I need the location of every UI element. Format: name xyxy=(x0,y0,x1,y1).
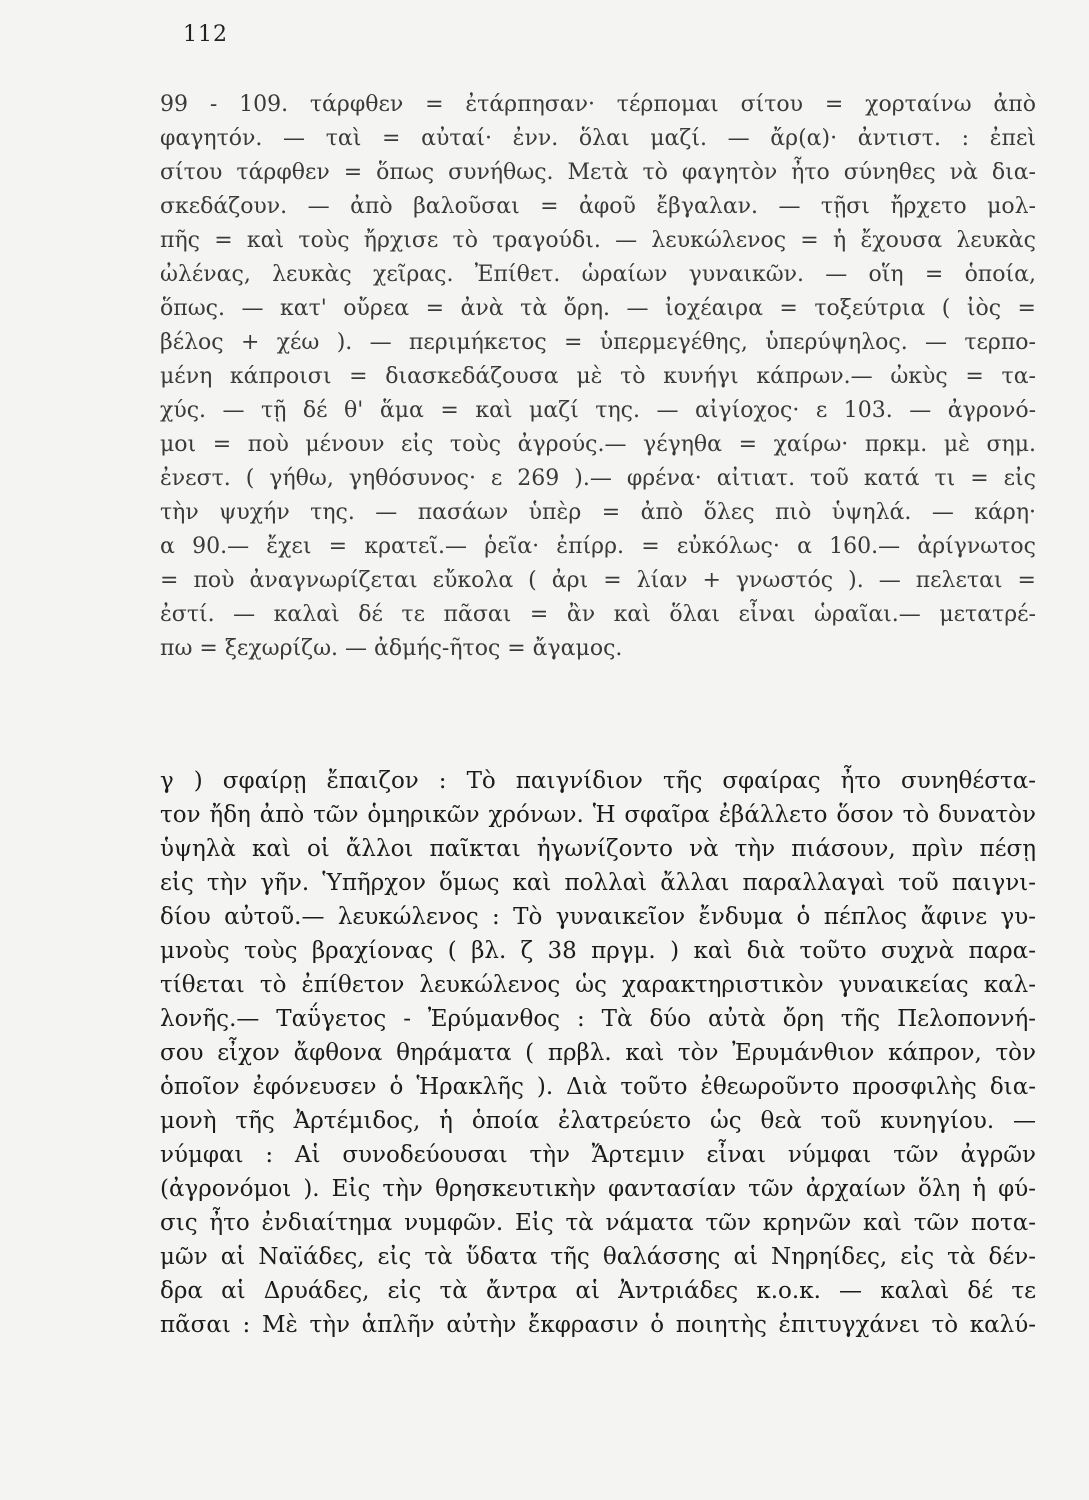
text-line: (ἀγρονόμοι ). Εἰς τὴν θρησκευτικὴν φαντασίαν τῶν ἀρχαίων ὅλη ἡ φύ- xyxy=(160,1176,1036,1202)
text-line: ὅπως. — κατ' οὔρεα = ἀνὰ τὰ ὄρη. — ἰοχέαιρα = τοξεύτρια ( ἰὸς = xyxy=(160,296,1036,321)
text-line: ὑψηλὰ καὶ οἱ ἄλλοι παῖκται ἠγωνίζοντο νὰ τὴν πιάσουν, πρὶν πέσῃ xyxy=(160,836,1036,862)
text-line: χύς. — τῇ δέ θ' ἅμα = καὶ μαζί της. — αἰγίοχος· ε 103. — ἀγρονό- xyxy=(160,398,1036,423)
text-line: = ποὺ ἀναγνωρίζεται εὔκολα ( ἀρι = λίαν + γνωστός ). — πελεται = xyxy=(160,568,1036,593)
text-line: ἐστί. — καλαὶ δέ τε πᾶσαι = ἂν καὶ ὅλαι εἶναι ὡραῖαι.— μετατρέ- xyxy=(160,602,1036,627)
page-number: 112 xyxy=(183,22,228,47)
text-line: μῶν αἱ Ναϊάδες, εἰς τὰ ὕδατα τῆς θαλάσσης αἱ Νηρηίδες, εἰς τὰ δέν- xyxy=(160,1244,1036,1270)
text-line: δίου αὐτοῦ.— λευκώλενος : Τὸ γυναικεῖον ἔνδυμα ὁ πέπλος ἄφινε γυ- xyxy=(160,904,1036,930)
text-line: νύμφαι : Αἱ συνοδεύουσαι τὴν Ἄρτεμιν εἶναι νύμφαι τῶν ἀγρῶν xyxy=(160,1142,1036,1168)
text-line: μοι = ποὺ μένουν εἰς τοὺς ἀγρούς.— γέγηθα = χαίρω· πρκμ. μὲ σημ. xyxy=(160,432,1036,457)
text-line: τὴν ψυχήν της. — πασάων ὑπὲρ = ἀπὸ ὅλες πιὸ ὑψηλά. — κάρη· xyxy=(160,500,1036,525)
text-line: ὁποῖον ἐφόνευσεν ὁ Ἡρακλῆς ). Διὰ τοῦτο ἐθεωροῦντο προσφιλὴς δια- xyxy=(160,1074,1036,1100)
text-line: πω = ξεχωρίζω. — ἀδμής-ῆτος = ἄγαμος. xyxy=(160,636,623,661)
text-line: μένη κάπροισι = διασκεδάζουσα μὲ τὸ κυνήγι κάπρων.— ὠκὺς = τα- xyxy=(160,364,1036,389)
text-line: μονὴ τῆς Ἀρτέμιδος, ἡ ὁποία ἐλατρεύετο ὡς θεὰ τοῦ κυνηγίου. — xyxy=(160,1108,1036,1134)
text-line: ὠλένας, λευκὰς χεῖρας. Ἐπίθετ. ὡραίων γυναικῶν. — οἵη = ὁποία, xyxy=(160,262,1036,287)
text-line: φαγητόν. — ταὶ = αὐταί· ἐνν. ὅλαι μαζί. — ἄρ(α)· ἀντιστ. : ἐπεὶ xyxy=(160,126,1036,151)
text-line: δρα αἱ Δρυάδες, εἰς τὰ ἄντρα αἱ Ἀντριάδες κ.ο.κ. — καλαὶ δέ τε xyxy=(160,1278,1036,1304)
text-line: εἰς τὴν γῆν. Ὑπῆρχον ὅμως καὶ πολλαὶ ἄλλαι παραλλαγαὶ τοῦ παιγνι- xyxy=(160,870,1036,896)
text-line: ἐνεστ. ( γήθω, γηθόσυνος· ε 269 ).— φρένα· αἰτιατ. τοῦ κατά τι = εἰς xyxy=(160,466,1036,491)
text-line: πῆς = καὶ τοὺς ἤρχισε τὸ τραγούδι. — λευκώλενος = ἡ ἔχουσα λευκὰς xyxy=(160,228,1036,253)
text-line: λονῆς.— Ταΰγετος - Ἐρύμανθος : Τὰ δύο αὐτὰ ὄρη τῆς Πελοποννή- xyxy=(160,1006,1036,1032)
text-line: 99 - 109. τάρφθεν = ἐτάρπησαν· τέρπομαι σίτου = χορταίνω ἀπὸ xyxy=(160,92,1036,117)
text-line: τίθεται τὸ ἐπίθετον λευκώλενος ὡς χαρακτηριστικὸν γυναικείας καλ- xyxy=(160,972,1036,998)
text-line: μνοὺς τοὺς βραχίονας ( βλ. ζ 38 πργμ. ) καὶ διὰ τοῦτο συχνὰ παρα- xyxy=(160,938,1036,964)
text-line: σου εἶχον ἄφθονα θηράματα ( πρβλ. καὶ τὸν Ἐρυμάνθιον κάπρον, τὸν xyxy=(160,1040,1036,1066)
text-line: τον ἤδη ἀπὸ τῶν ὁμηρικῶν χρόνων. Ἡ σφαῖρα ἐβάλλετο ὅσον τὸ δυνατὸν xyxy=(160,802,1036,828)
text-line: πᾶσαι : Μὲ τὴν ἁπλῆν αὐτὴν ἔκφρασιν ὁ ποιητὴς ἐπιτυγχάνει τὸ καλύ- xyxy=(160,1312,1036,1338)
text-line: βέλος + χέω ). — περιμήκετος = ὑπερμεγέθης, ὑπερύψηλος. — τερπο- xyxy=(160,330,1036,355)
text-line: σίτου τάρφθεν = ὅπως συνήθως. Μετὰ τὸ φαγητὸν ἦτο σύνηθες νὰ δια- xyxy=(160,160,1036,185)
text-line: γ ) σφαίρῃ ἔπαιζον : Τὸ παιγνίδιον τῆς σφαίρας ἦτο συνηθέστα- xyxy=(160,768,1036,794)
text-line: σις ἦτο ἐνδιαίτημα νυμφῶν. Εἰς τὰ νάματα τῶν κρηνῶν καὶ τῶν ποτα- xyxy=(160,1210,1036,1236)
text-line: σκεδάζουν. — ἀπὸ βαλοῦσαι = ἀφοῦ ἔβγαλαν. — τῇσι ἤρχετο μολ- xyxy=(160,194,1036,219)
text-line: α 90.— ἔχει = κρατεῖ.— ῥεῖα· ἐπίρρ. = εὐκόλως· α 160.— ἀρίγνωτος xyxy=(160,534,1036,559)
